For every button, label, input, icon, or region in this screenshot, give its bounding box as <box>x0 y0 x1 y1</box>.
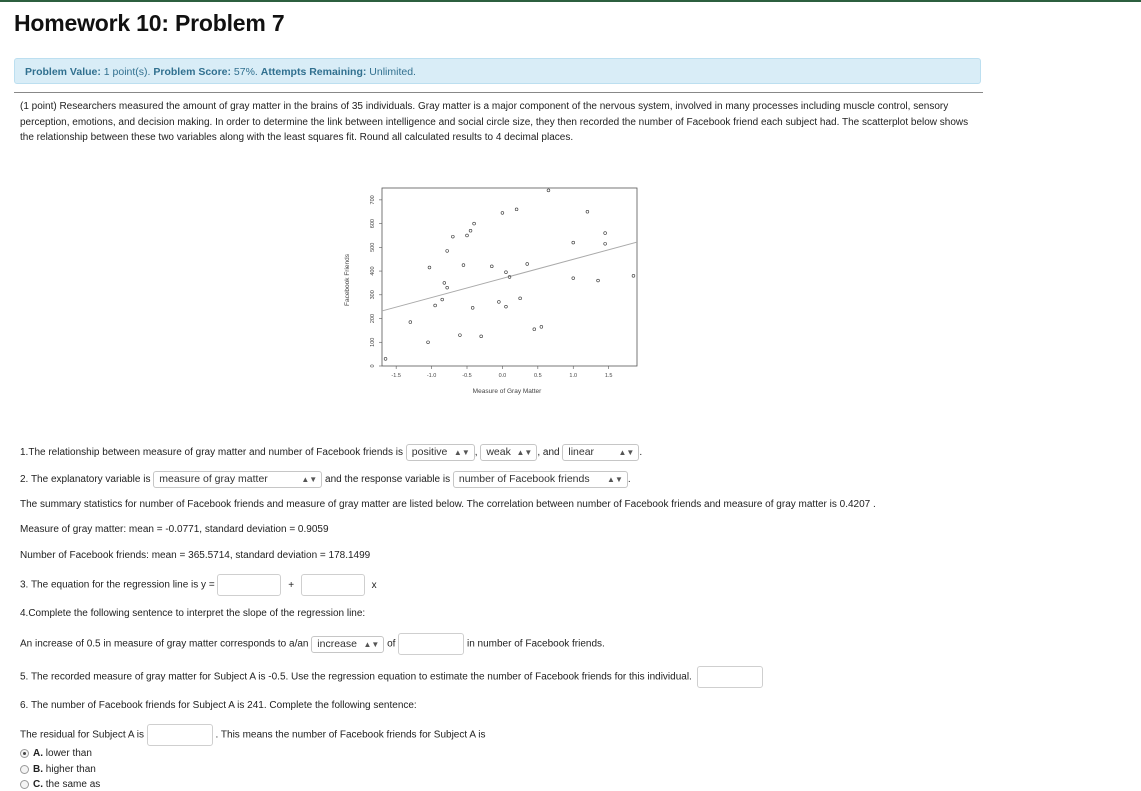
data-point <box>428 266 431 269</box>
data-point <box>526 263 529 266</box>
y-tick-label: 700 <box>370 195 376 205</box>
question-4-sentence <box>20 633 605 655</box>
y-tick-label: 600 <box>370 219 376 229</box>
relationship-strength-select[interactable] <box>480 444 537 461</box>
question-4: 4.Complete the following sentence to interpret the slope of the regression line: <box>20 608 366 619</box>
gray-matter-stats: Measure of gray matter: mean = -0.0771, standard deviation = 0.9059 <box>20 524 329 535</box>
q4-of: of <box>387 638 396 650</box>
q4-post: in number of Facebook friends. <box>466 638 605 650</box>
attempts-label: Attempts Remaining: <box>260 66 367 78</box>
x-tick-label: 0.5 <box>534 373 542 379</box>
explanatory-selected: measure of gray matter <box>159 473 268 485</box>
response-variable-select[interactable] <box>453 471 628 488</box>
q6-post: . This means the number of Facebook friends for Subject A is <box>215 729 486 741</box>
q2-mid: and the response variable is <box>325 474 451 486</box>
data-point <box>469 229 472 232</box>
data-point <box>540 325 543 328</box>
residual-input[interactable] <box>147 724 213 746</box>
option-c-letter: C. <box>33 779 43 790</box>
option-b-text: higher than <box>45 764 96 775</box>
y-tick-label: 300 <box>370 290 376 300</box>
data-point <box>446 249 449 252</box>
data-point <box>586 210 589 213</box>
y-axis-label: Facebook Friends <box>344 253 351 307</box>
data-point <box>497 301 500 304</box>
option-a-letter: A. <box>33 748 43 759</box>
radio-a[interactable] <box>20 749 29 758</box>
problem-value: 1 point(s). <box>103 66 151 78</box>
problem-score: 57%. <box>233 66 258 78</box>
data-point <box>519 297 522 300</box>
radio-c[interactable] <box>20 780 29 789</box>
question-6-sentence <box>20 724 486 746</box>
select-arrow-icon: ▲▼ <box>618 448 635 457</box>
data-point <box>451 235 454 238</box>
data-point <box>597 279 600 282</box>
question-3 <box>20 574 377 596</box>
select-arrow-icon: ▲▼ <box>453 448 470 457</box>
strength-selected: weak <box>486 446 511 458</box>
plus-sign: + <box>288 579 295 591</box>
explanatory-variable-select[interactable] <box>153 471 322 488</box>
data-point <box>480 335 483 338</box>
q2-text: 2. The explanatory variable is <box>20 474 151 486</box>
select-arrow-icon: ▲▼ <box>516 448 533 457</box>
data-point <box>505 271 508 274</box>
data-point <box>459 334 462 337</box>
x-tick-label: -1.0 <box>426 373 437 379</box>
divider <box>14 92 983 93</box>
page-title: Homework 10: Problem 7 <box>14 10 285 36</box>
option-a-text: lower than <box>45 748 92 759</box>
data-point <box>632 274 635 277</box>
data-point <box>505 305 508 308</box>
y-tick-label: 200 <box>370 313 376 324</box>
top-border <box>0 0 1141 2</box>
change-selected: increase <box>317 637 357 650</box>
slope-input[interactable] <box>301 574 365 596</box>
y-tick-label: 400 <box>370 266 376 276</box>
data-point <box>471 306 474 309</box>
q3-text: 3. The equation for the regression line is y = <box>20 579 215 591</box>
q4-pre: An increase of 0.5 in measure of gray matter corresponds to a/an <box>20 638 309 650</box>
data-point <box>441 298 444 301</box>
x-variable: x <box>371 579 377 591</box>
change-direction-select[interactable] <box>311 636 384 653</box>
y-tick-label: 500 <box>370 242 376 252</box>
option-c-text: the same as <box>45 779 101 790</box>
data-point <box>490 265 493 268</box>
q1-text: 1.The relationship between measure of gray matter and number of Facebook friends is <box>20 447 403 459</box>
x-tick-label: 0.0 <box>498 373 507 379</box>
question-5 <box>20 666 763 688</box>
data-point <box>501 212 504 215</box>
intercept-input[interactable] <box>217 574 281 596</box>
relationship-form-select[interactable] <box>562 444 639 461</box>
option-a[interactable] <box>20 748 92 759</box>
form-selected: linear <box>568 446 595 458</box>
problem-info-box <box>14 58 981 84</box>
radio-b[interactable] <box>20 765 29 774</box>
data-point <box>572 277 575 280</box>
data-point <box>547 189 550 192</box>
attempts-remaining: Unlimited. <box>369 66 416 78</box>
facebook-stats: Number of Facebook friends: mean = 365.5714, standard deviation = 178.1499 <box>20 550 371 561</box>
option-b[interactable] <box>20 764 96 775</box>
option-b-letter: B. <box>33 764 43 775</box>
estimate-input[interactable] <box>697 666 763 688</box>
data-point <box>462 264 465 267</box>
x-tick-label: 1.0 <box>569 373 578 379</box>
q1-and: , and <box>537 447 560 459</box>
data-point <box>434 304 437 307</box>
data-point <box>473 222 476 225</box>
problem-intro: (1 point) Researchers measured the amount of gray matter in the brains of 35 individuals. Gray matter is a major component of the nervous system, involved in many processes including muscle control, sensory perception, emotions, and decision making. In order to determine the link between intelligence and social circle size, they then recorded the number of Facebook friend each subject had. The scatterplot below shows the relationship between these two variables along with the least squares fit. Round all calculated results to 4 decimal places. <box>20 101 969 143</box>
x-tick-label: -0.5 <box>462 373 472 379</box>
response-selected: number of Facebook friends <box>458 473 590 485</box>
regression-line <box>382 242 637 311</box>
select-arrow-icon: ▲▼ <box>607 475 623 484</box>
problem-score-label: Problem Score: <box>153 66 231 78</box>
problem-value-label: Problem Value: <box>25 66 101 78</box>
data-point <box>604 232 607 235</box>
data-point <box>604 242 607 245</box>
scatterplot <box>340 185 640 400</box>
data-point <box>466 234 469 237</box>
x-tick-label: -1.5 <box>391 373 401 379</box>
summary-text: The summary statistics for number of Facebook friends and measure of gray matter are listed below. The correlation between number of Facebook friends and measure of gray matter is 0.4207 . <box>20 499 876 510</box>
x-axis-label: Measure of Gray Matter <box>472 388 542 395</box>
direction-selected: positive <box>411 446 448 458</box>
question-6: 6. The number of Facebook friends for Subject A is 241. Complete the following sentence: <box>20 700 417 711</box>
option-c[interactable] <box>20 779 100 790</box>
question-2: 2. The explanatory variable is measure of gray matter ▲▼ and the response variable is number of Facebook friends ▲▼ . <box>20 471 631 488</box>
data-point <box>384 357 387 360</box>
data-point <box>446 286 449 289</box>
data-point <box>443 282 446 285</box>
data-point <box>409 321 412 324</box>
select-arrow-icon: ▲▼ <box>363 639 380 649</box>
y-tick-label: 0 <box>370 364 376 368</box>
data-point <box>572 241 575 244</box>
data-point <box>427 341 430 344</box>
q6-pre: The residual for Subject A is <box>20 729 144 741</box>
select-arrow-icon: ▲▼ <box>301 475 318 484</box>
data-point <box>533 328 536 331</box>
q5-text: 5. The recorded measure of gray matter for Subject A is -0.5. Use the regression equation to estimate the number of Facebook friends for this individual. <box>20 671 692 683</box>
y-tick-label: 100 <box>370 337 376 347</box>
relationship-direction-select[interactable] <box>406 444 475 461</box>
x-tick-label: 1.5 <box>604 373 613 379</box>
question-1: 1.The relationship between measure of gray matter and number of Facebook friends is positive ▲▼ , weak ▲▼ , and linear ▲▼ . <box>20 444 642 461</box>
data-point <box>515 208 518 211</box>
change-amount-input[interactable] <box>398 633 464 655</box>
